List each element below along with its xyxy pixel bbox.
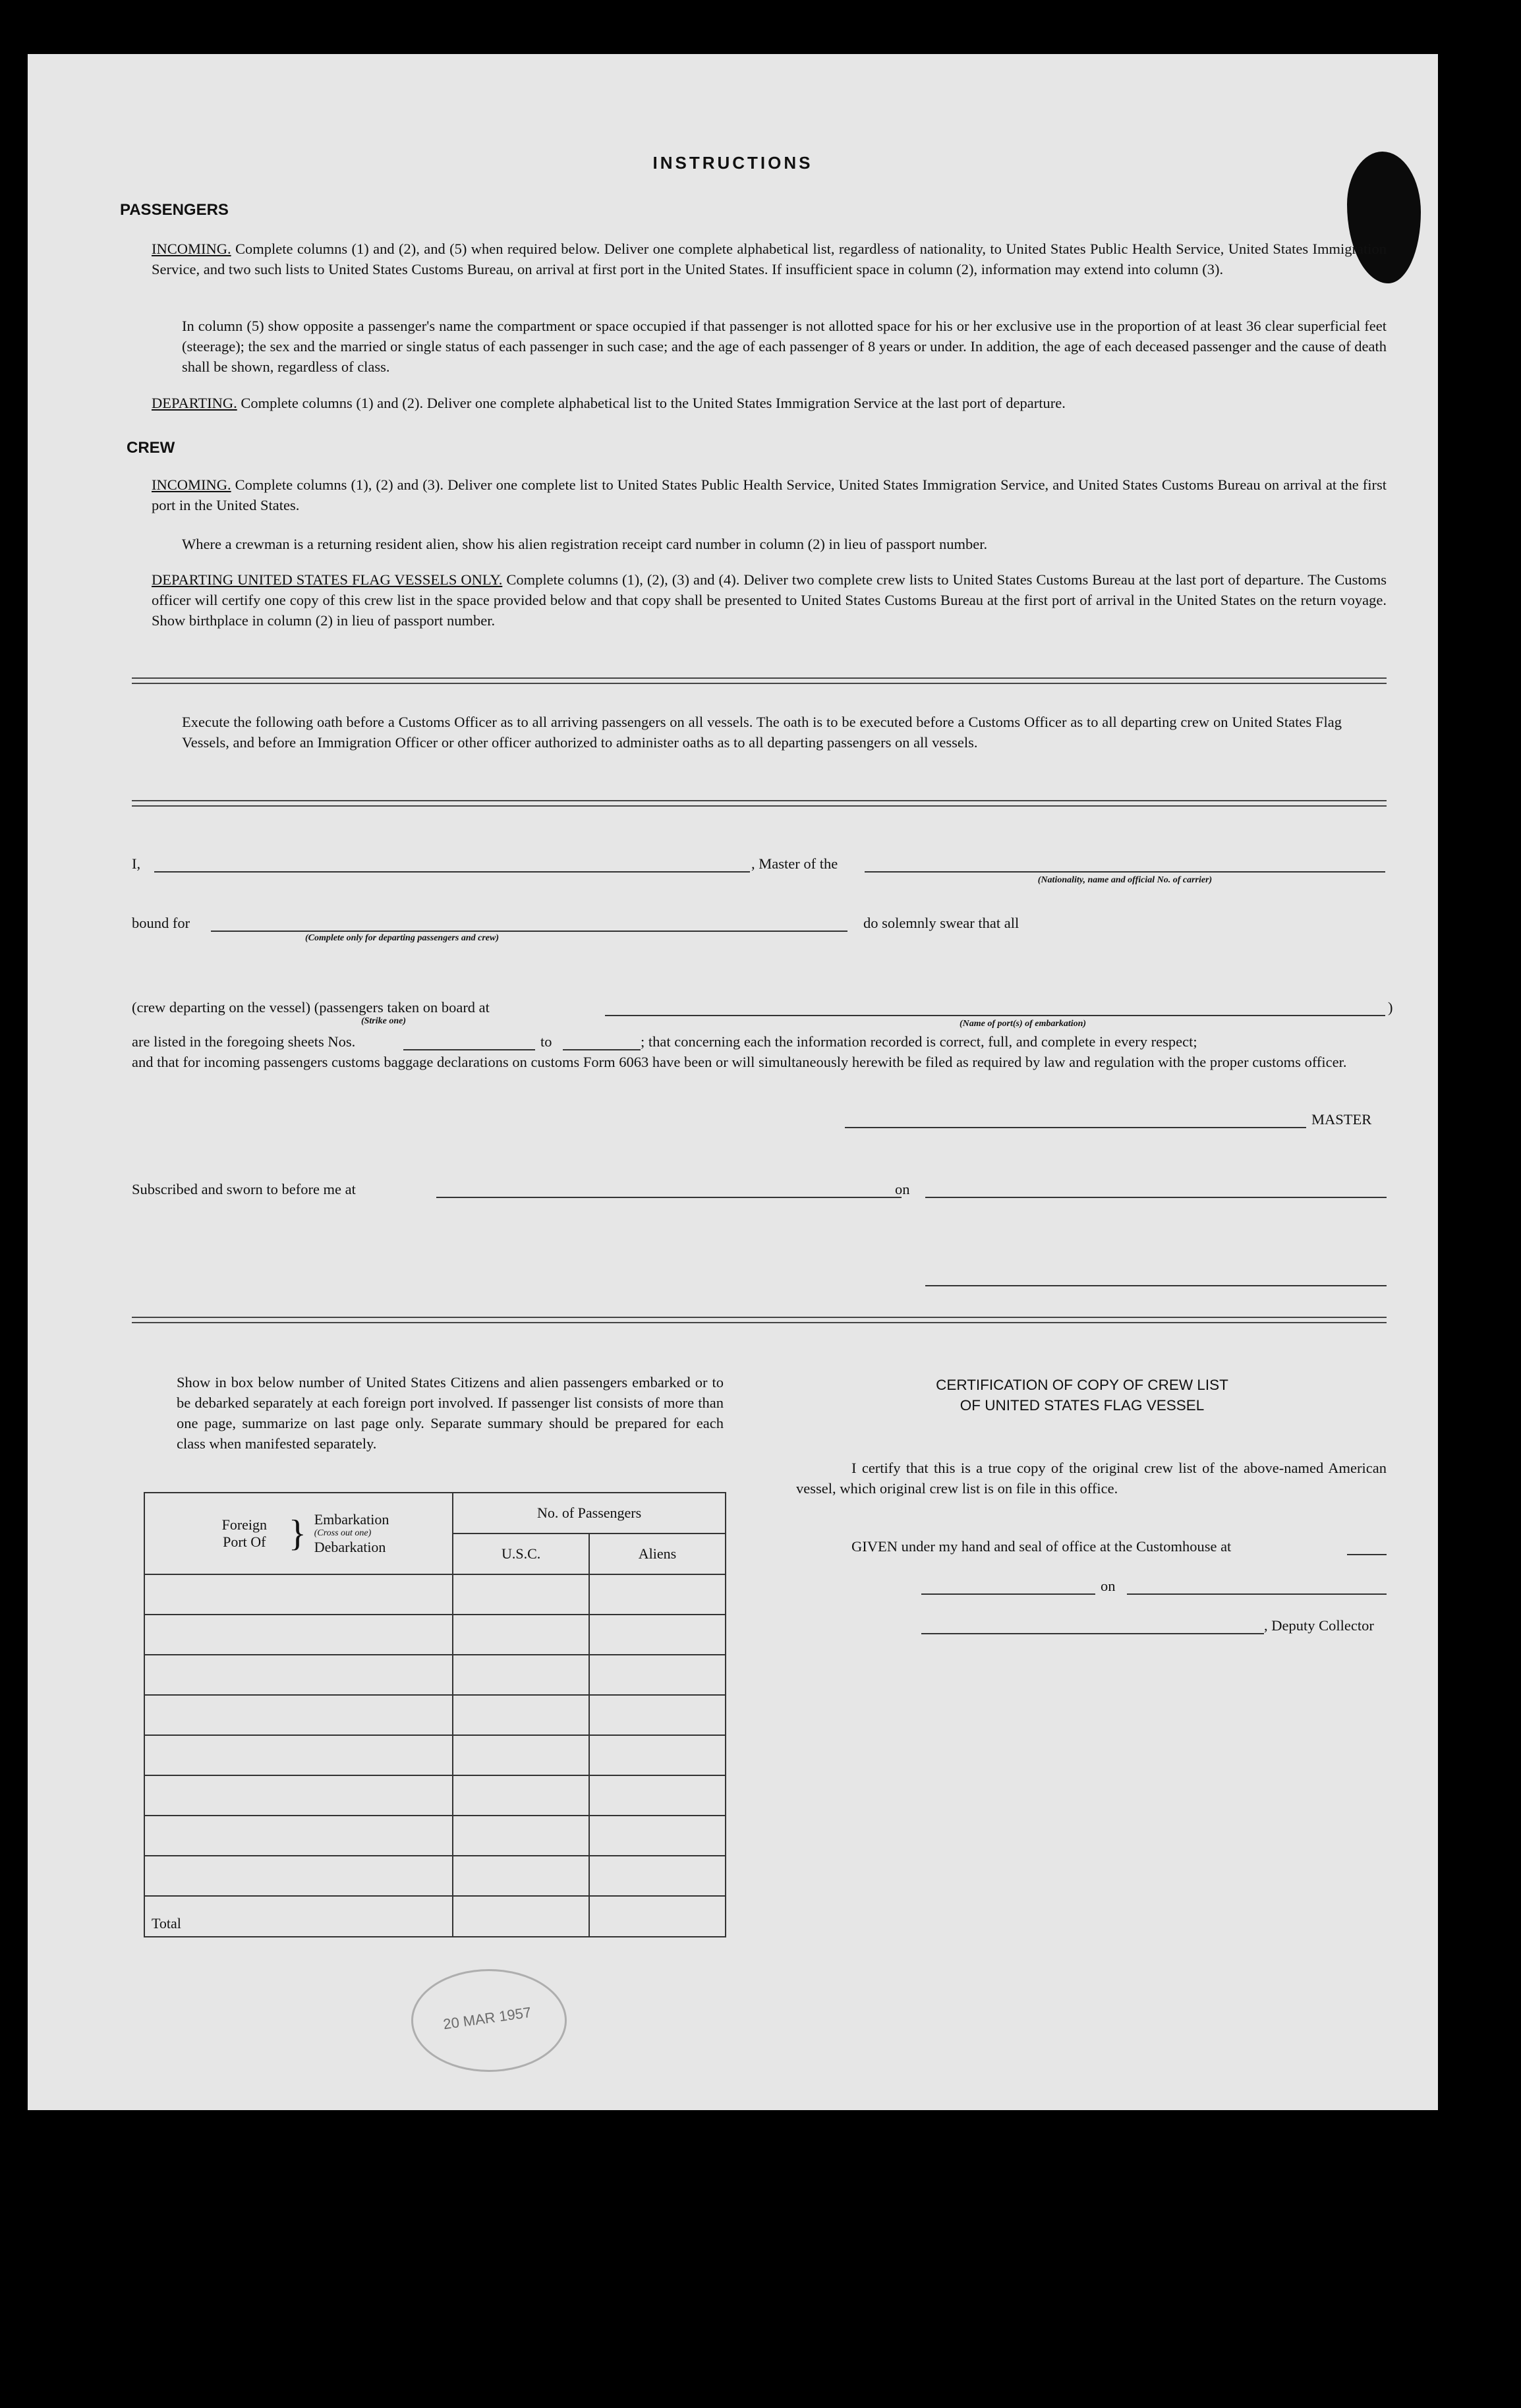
page-title: INSTRUCTIONS xyxy=(652,153,813,173)
officer-signature-field[interactable] xyxy=(925,1285,1387,1286)
usc-cell[interactable] xyxy=(453,1574,589,1615)
port-cell[interactable] xyxy=(144,1655,453,1695)
crew-incoming-label: INCOMING. xyxy=(152,476,231,493)
master-name-field[interactable] xyxy=(154,871,750,873)
crew-heading: CREW xyxy=(127,439,175,457)
usc-cell[interactable] xyxy=(453,1695,589,1735)
form-page xyxy=(28,54,1438,2110)
close-paren: ) xyxy=(1388,999,1393,1016)
embarkation-label: Embarkation xyxy=(314,1511,389,1528)
brace-glyph: } xyxy=(288,1513,306,1554)
oath-i-label: I, xyxy=(132,855,141,872)
usc-cell[interactable] xyxy=(453,1856,589,1896)
given-text: GIVEN under my hand and seal of office at the Customhouse at xyxy=(851,1538,1232,1555)
passengers-departing-instruction xyxy=(152,393,1387,413)
section-divider xyxy=(132,677,1387,684)
passengers-incoming-label: INCOMING. xyxy=(152,241,231,257)
aliens-cell[interactable] xyxy=(589,1816,726,1856)
total-label: Total xyxy=(144,1896,453,1937)
passengers-heading: PASSENGERS xyxy=(120,201,229,219)
cross-out-caption: (Cross out one) xyxy=(314,1528,372,1538)
aliens-cell[interactable] xyxy=(589,1574,726,1615)
aliens-cell[interactable] xyxy=(589,1856,726,1896)
port-cell[interactable] xyxy=(144,1775,453,1816)
aliens-cell[interactable] xyxy=(589,1655,726,1695)
certification-date-field[interactable] xyxy=(1127,1593,1387,1595)
sworn-on-label: on xyxy=(895,1181,910,1197)
crew-departing-instruction xyxy=(152,569,1387,631)
column5-instruction: In column (5) show opposite a passenger's name the compartment or space occupied if that passenger is not allotted space for his or her exclusive use in the proportion of at least 36 clear superficial feet (steerage); the sex and the married or single status of each passenger in such case; and the age of each passenger of 8 years or under. In addition, the age of each deceased passenger and the cause of death shall be shown, regardless of class. xyxy=(182,318,1387,375)
debarkation-label: Debarkation xyxy=(314,1539,386,1555)
port-cell[interactable] xyxy=(144,1735,453,1775)
crew-incoming-instruction xyxy=(152,474,1387,515)
sheets-from-field[interactable] xyxy=(403,1049,535,1050)
passengers-incoming-text: Complete columns (1) and (2), and (5) when required below. Deliver one complete alphabetical list, regardless of nationality, to United States Public Health Service, United States Immigration Service, and two such lists to United States Customs Bureau, on arrival at first port in the United States. If insufficient space in column (2), information may extend into column (3). xyxy=(152,241,1387,277)
bound-for-label: bound for xyxy=(132,915,190,931)
customhouse-field[interactable] xyxy=(1347,1554,1387,1555)
master-label: MASTER xyxy=(1311,1111,1372,1128)
carrier-caption: (Nationality, name and official No. of carrier) xyxy=(1037,875,1213,885)
concerning-text: ; that concerning each the information recorded is correct, full, and complete in every respect; xyxy=(641,1033,1197,1050)
customhouse-place-field[interactable] xyxy=(921,1593,1095,1595)
master-signature-field[interactable] xyxy=(845,1127,1306,1128)
port-cell[interactable] xyxy=(144,1615,453,1655)
deputy-collector-signature-field[interactable] xyxy=(921,1633,1264,1634)
carrier-field[interactable] xyxy=(865,871,1385,873)
passengers-incoming-instruction xyxy=(152,239,1387,279)
crew-incoming-text: Complete columns (1), (2) and (3). Deliver one complete list to United States Public Health Service, United States Immigration Service, and United States Customs Bureau on arrival at the first port in the United States. xyxy=(152,476,1387,513)
port-header-cell xyxy=(144,1493,453,1574)
usc-cell[interactable] xyxy=(453,1735,589,1775)
embarkation-port-field[interactable] xyxy=(605,1015,1385,1016)
foreign-port-label: Foreign Port Of xyxy=(221,1516,268,1550)
certification-on-label: on xyxy=(1101,1578,1116,1594)
usc-cell[interactable] xyxy=(453,1615,589,1655)
crew-passengers-label: (crew departing on the vessel) (passengers taken on board at xyxy=(132,999,490,1016)
port-cell[interactable] xyxy=(144,1856,453,1896)
section-divider xyxy=(132,1317,1387,1323)
aliens-cell[interactable] xyxy=(589,1775,726,1816)
baggage-text: and that for incoming passengers customs baggage declarations on customs Form 6063 have been or will simultaneously herewith be filed as required by law and regulation with the proper customs officer. xyxy=(132,1054,1347,1070)
summary-instruction: Show in box below number of United States Citizens and alien passengers embarked or to be debarked separately at each foreign port involved. If passenger list consists of more than one page, summarize on last page only. Separate summary should be prepared for each class when manifested separately. xyxy=(177,1374,724,1452)
deputy-collector-label: , Deputy Collector xyxy=(1264,1617,1374,1634)
bound-for-field[interactable] xyxy=(211,931,847,932)
alien-registration-instruction: Where a crewman is a returning resident alien, show his alien registration receipt card number in column (2) in lieu of passport number. xyxy=(182,536,988,552)
certification-heading-line2: OF UNITED STATES FLAG VESSEL xyxy=(960,1397,1205,1414)
usc-cell[interactable] xyxy=(453,1655,589,1695)
no-of-passengers-header: No. of Passengers xyxy=(453,1493,726,1534)
passengers-departing-label: DEPARTING. xyxy=(152,395,237,411)
port-cell[interactable] xyxy=(144,1695,453,1735)
sworn-date-field[interactable] xyxy=(925,1197,1387,1198)
certification-heading xyxy=(818,1375,1346,1416)
customs-stamp-date: 20 MAR 1957 xyxy=(442,2003,532,2033)
oath-instruction: Execute the following oath before a Customs Officer as to all arriving passengers on all vessels. The oath is to be executed before a Customs Officer as to all departing crew on United States Flag Vessels, and before an Immigration Officer or other officer authorized to administer oaths as to all departing passengers on all vessels. xyxy=(182,714,1342,751)
sheets-to-label: to xyxy=(540,1033,552,1050)
aliens-cell[interactable] xyxy=(589,1735,726,1775)
crew-departing-text: Complete columns (1), (2), (3) and (4). Deliver two complete crew lists to United States Customs Bureau at the last port of departure. The Customs officer will certify one copy of this crew list in the space provided below and that copy shall be presented to United States Customs Bureau at the first port of arrival in the United States on the return voyage. Show birthplace in column (2) in lieu of passport number. xyxy=(152,571,1387,629)
passenger-summary-table xyxy=(144,1492,726,1937)
aliens-total-cell[interactable] xyxy=(589,1896,726,1937)
crew-departing-label: DEPARTING UNITED STATES FLAG VESSELS ONLY. xyxy=(152,571,503,588)
master-of-label: , Master of the xyxy=(751,855,838,872)
section-divider xyxy=(132,800,1387,807)
port-caption: (Name of port(s) of embarkation) xyxy=(959,1019,1087,1029)
aliens-cell[interactable] xyxy=(589,1615,726,1655)
certification-heading-line1: CERTIFICATION OF COPY OF CREW LIST xyxy=(936,1377,1228,1393)
aliens-header: Aliens xyxy=(589,1534,726,1574)
usc-total-cell[interactable] xyxy=(453,1896,589,1937)
sheets-to-field[interactable] xyxy=(563,1049,641,1050)
certification-text: I certify that this is a true copy of the original crew list of the above-named American vessel, which original crew list is on file in this office. xyxy=(796,1460,1387,1497)
subscribed-label: Subscribed and sworn to before me at xyxy=(132,1181,356,1197)
usc-cell[interactable] xyxy=(453,1816,589,1856)
bound-for-caption: (Complete only for departing passengers and crew) xyxy=(305,933,499,943)
sworn-at-field[interactable] xyxy=(436,1197,902,1198)
swear-label: do solemnly swear that all xyxy=(863,915,1019,931)
passengers-departing-text: Complete columns (1) and (2). Deliver one complete alphabetical list to the United States Immigration Service at the last port of departure. xyxy=(241,395,1066,411)
usc-header: U.S.C. xyxy=(453,1534,589,1574)
usc-cell[interactable] xyxy=(453,1775,589,1816)
port-cell[interactable] xyxy=(144,1816,453,1856)
port-cell[interactable] xyxy=(144,1574,453,1615)
sheets-label: are listed in the foregoing sheets Nos. xyxy=(132,1033,356,1050)
aliens-cell[interactable] xyxy=(589,1695,726,1735)
strike-one-caption: (Strike one) xyxy=(360,1016,407,1026)
